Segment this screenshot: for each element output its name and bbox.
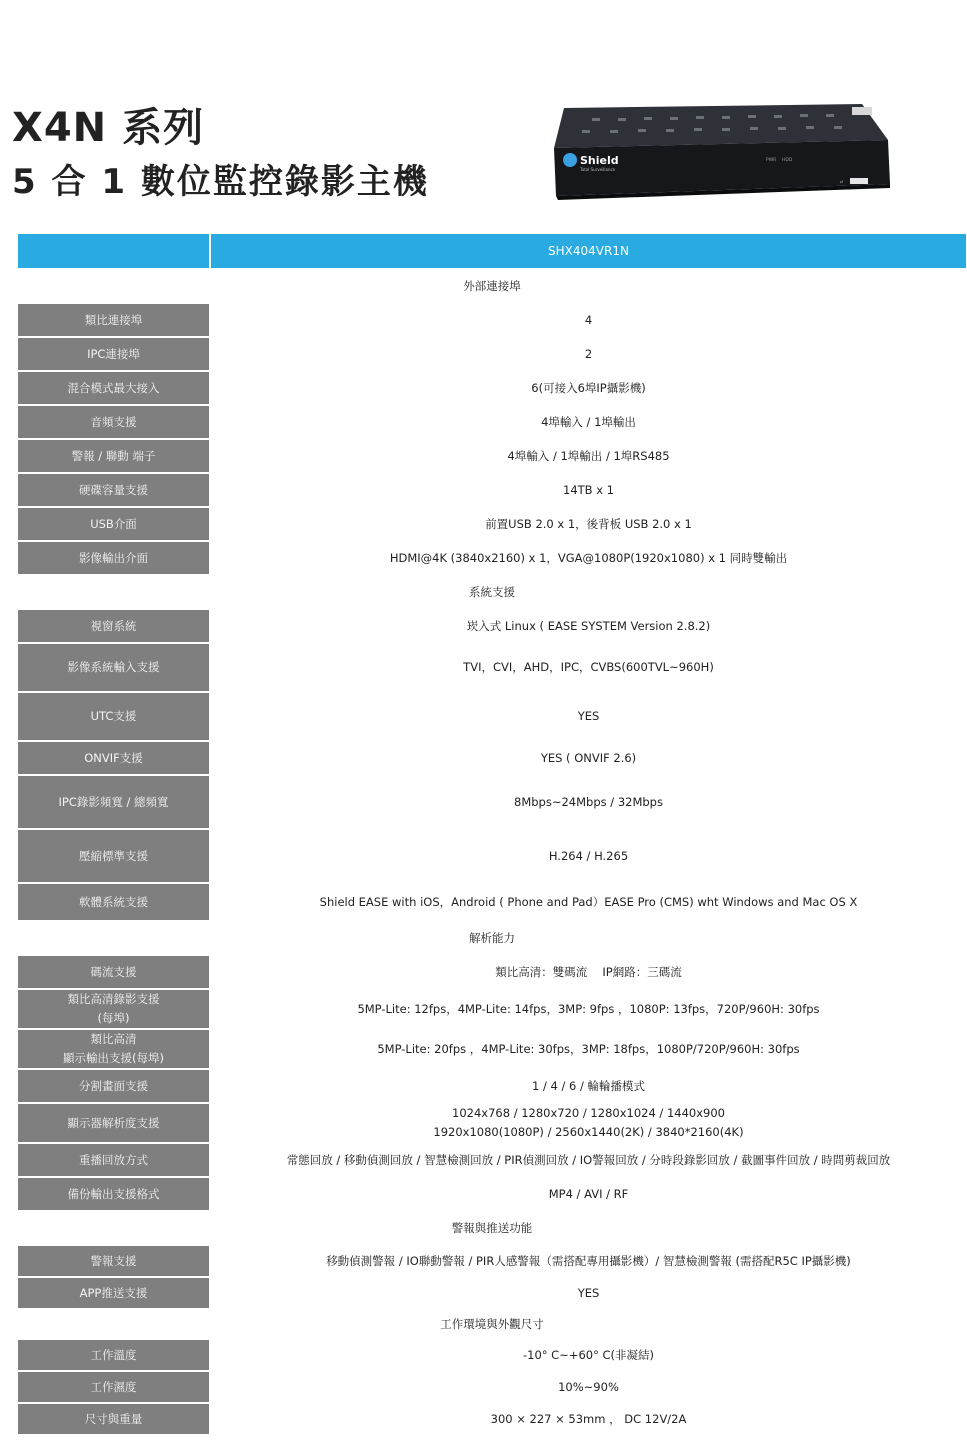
- spec-value: 1024x768 / 1280x720 / 1280x1024 / 1440x900 1920x1080(1080P) / 2560x1440(2K) / 3840*2160(4K): [210, 1103, 967, 1143]
- spec-value: 8Mbps~24Mbps / 32Mbps: [210, 775, 967, 829]
- spec-value: 5MP-Lite: 20fps ，4MP-Lite: 30fps，3MP: 18fps，1080P/720P/960H: 30fps: [210, 1029, 967, 1069]
- spec-label: ONVIF支援: [17, 741, 210, 775]
- spec-value: 常態回放 / 移動偵測回放 / 智慧檢測回放 / PIR偵測回放 / IO警報回放 / 分時段錄影回放 / 截圖事件回放 / 時問剪裁回放: [210, 1143, 967, 1177]
- spec-label: IPC連接埠: [17, 337, 210, 371]
- spec-label: 混合模式最大接入: [17, 371, 210, 405]
- table-row: [17, 1103, 967, 1143]
- table-row: [17, 955, 967, 989]
- spec-label: 警報 / 聯動 端子: [17, 439, 210, 473]
- dvr-device-image: [552, 104, 892, 204]
- table-row: [17, 303, 967, 337]
- spec-label: 類比連接埠: [17, 303, 210, 337]
- table-row: [17, 989, 967, 1029]
- table-row: [17, 1245, 967, 1277]
- table-row: [17, 371, 967, 405]
- section-title: 警報與推送功能: [17, 1211, 967, 1245]
- spec-label: 音頻支援: [17, 405, 210, 439]
- table-row: [17, 741, 967, 775]
- spec-value: 崁入式 Linux ( EASE SYSTEM Version 2.8.2): [210, 609, 967, 643]
- spec-value: 4埠輸入 / 1埠輸出 / 1埠RS485: [210, 439, 967, 473]
- table-row: [17, 692, 967, 741]
- spec-label: 碼流支援: [17, 955, 210, 989]
- spec-label: 工作濕度: [17, 1371, 210, 1403]
- section-row: [17, 1309, 967, 1339]
- spec-value: 4埠輸入 / 1埠輸出: [210, 405, 967, 439]
- section-title: 外部連接埠: [17, 269, 967, 303]
- section-row: [17, 575, 967, 609]
- spec-value: TVI，CVI，AHD，IPC，CVBS(600TVL~960H): [210, 643, 967, 692]
- section-title: 工作環境與外觀尺寸: [17, 1309, 967, 1339]
- spec-value: 10%~90%: [210, 1371, 967, 1403]
- page-title: X4N 系列: [12, 105, 205, 151]
- brand-text: Shield: [580, 154, 619, 167]
- spec-value: HDMI@4K (3840x2160) x 1，VGA@1080P(1920x1080) x 1 同時雙輸出: [210, 541, 967, 575]
- usb-port-icon: [850, 178, 868, 184]
- spec-label: 工作溫度: [17, 1339, 210, 1371]
- table-row: [17, 439, 967, 473]
- spec-table: [16, 232, 967, 1436]
- brand-subtext: Total Surveillance: [580, 167, 616, 172]
- spec-label: 類比高清錄影支援 (每埠): [17, 989, 210, 1029]
- table-row: [17, 643, 967, 692]
- table-row: [17, 1177, 967, 1211]
- spec-value: 4: [210, 303, 967, 337]
- shield-logo-icon: [563, 153, 577, 167]
- spec-label: 分割畫面支援: [17, 1069, 210, 1103]
- spec-label: 影像系統輸入支援: [17, 643, 210, 692]
- spec-label: UTC支援: [17, 692, 210, 741]
- section-title: 解析能力: [17, 921, 967, 955]
- page-subtitle: 5 合 1 數位監控錄影主機: [12, 162, 429, 202]
- indicator-labels: PWR HDD: [766, 158, 793, 163]
- spec-label: 尺寸與重量: [17, 1403, 210, 1435]
- svg-text:⇄: ⇄: [840, 179, 844, 184]
- spec-label: 備份輸出支援格式: [17, 1177, 210, 1211]
- spec-value: 5MP-Lite: 12fps，4MP-Lite: 14fps，3MP: 9fps ，1080P: 13fps，720P/960H: 30fps: [210, 989, 967, 1029]
- spec-label: 類比高清 顯示輸出支援(每埠): [17, 1029, 210, 1069]
- spec-label: 警報支援: [17, 1245, 210, 1277]
- spec-value: YES: [210, 1277, 967, 1309]
- spec-label: 重播回放方式: [17, 1143, 210, 1177]
- spec-label: 壓縮標準支援: [17, 829, 210, 883]
- spec-label: 顯示器解析度支援: [17, 1103, 210, 1143]
- spec-value: 6(可接入6埠IP攝影機): [210, 371, 967, 405]
- spec-value: H.264 / H.265: [210, 829, 967, 883]
- section-row: [17, 921, 967, 955]
- spec-value: MP4 / AVI / RF: [210, 1177, 967, 1211]
- model-header-blank: [17, 233, 210, 269]
- spec-value: YES ( ONVIF 2.6): [210, 741, 967, 775]
- table-row: [17, 541, 967, 575]
- table-row: [17, 1339, 967, 1371]
- spec-value: 前置USB 2.0 x 1，後背板 USB 2.0 x 1: [210, 507, 967, 541]
- table-row: [17, 507, 967, 541]
- table-row: [17, 1371, 967, 1403]
- spec-label: 視窗系統: [17, 609, 210, 643]
- model-header-row: [17, 233, 967, 269]
- table-row: [17, 1277, 967, 1309]
- spec-value: Shield EASE with iOS，Android ( Phone and Pad）EASE Pro (CMS) wht Windows and Mac OS X: [210, 883, 967, 921]
- spec-label: USB介面: [17, 507, 210, 541]
- table-row: [17, 337, 967, 371]
- spec-value: -10° C~+60° C(非凝結): [210, 1339, 967, 1371]
- spec-label: 硬碟容量支援: [17, 473, 210, 507]
- spec-value: 類比高清：雙碼流 IP網路：三碼流: [210, 955, 967, 989]
- table-row: [17, 1403, 967, 1435]
- spec-value: YES: [210, 692, 967, 741]
- spec-label: APP推送支援: [17, 1277, 210, 1309]
- table-row: [17, 1143, 967, 1177]
- table-row: [17, 829, 967, 883]
- spec-label: 影像輸出介面: [17, 541, 210, 575]
- spec-value: 移動偵測警報 / IO聯動警報 / PIR人感警報（需搭配專用攝影機）/ 智慧檢測警報 (需搭配R5C IP攝影機): [210, 1245, 967, 1277]
- model-name: SHX404VR1N: [210, 233, 967, 269]
- spec-value: 14TB x 1: [210, 473, 967, 507]
- spec-table-body: [17, 233, 967, 1435]
- table-row: [17, 1069, 967, 1103]
- table-row: [17, 775, 967, 829]
- spec-value: 1 / 4 / 6 / 輪輪播模式: [210, 1069, 967, 1103]
- section-title: 系統支援: [17, 575, 967, 609]
- spec-value: 300 × 227 × 53mm ， DC 12V/2A: [210, 1403, 967, 1435]
- spec-label: 軟體系統支援: [17, 883, 210, 921]
- spec-value: 2: [210, 337, 967, 371]
- table-row: [17, 609, 967, 643]
- section-row: [17, 1211, 967, 1245]
- table-row: [17, 883, 967, 921]
- table-row: [17, 473, 967, 507]
- table-row: [17, 405, 967, 439]
- section-row: [17, 269, 967, 303]
- spec-label: IPC錄影頻寬 / 總頻寬: [17, 775, 210, 829]
- table-row: [17, 1029, 967, 1069]
